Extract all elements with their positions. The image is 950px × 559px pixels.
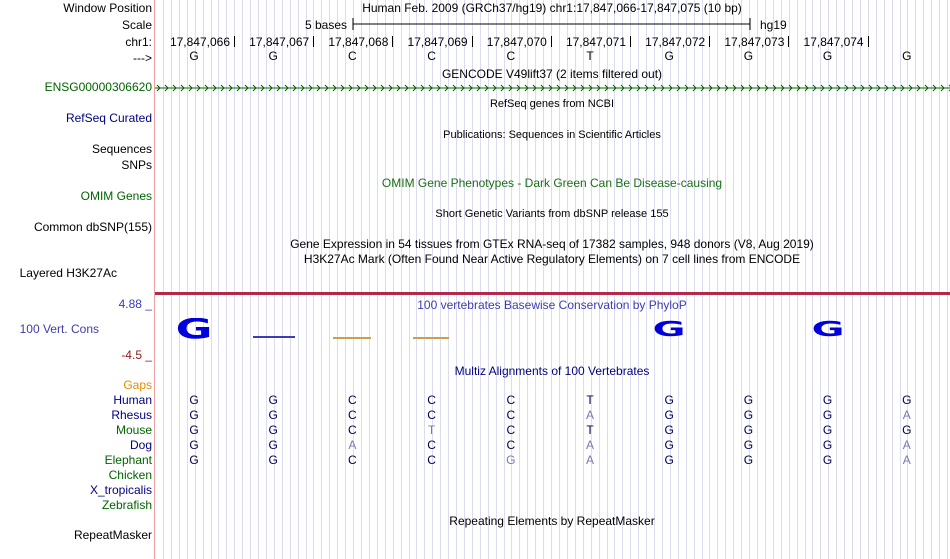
species-label-chicken: Chicken <box>108 468 152 482</box>
publications-track-title[interactable]: Publications: Sequences in Scientific Articles <box>443 129 661 141</box>
conservation-logo-letter: G <box>175 318 213 340</box>
ruler-base: C <box>348 49 357 63</box>
assembly-label: hg19 <box>760 18 787 32</box>
refseq-label[interactable]: RefSeq Curated <box>65 111 152 125</box>
species-label-dog: Dog <box>129 438 152 452</box>
h3k27ac-label[interactable]: Layered H3K27Ac <box>19 266 117 280</box>
alignment-base: G <box>743 408 754 422</box>
gene-model-line[interactable] <box>155 82 950 94</box>
coordinate-label: 17,847,070 <box>486 35 547 49</box>
alignment-base: G <box>268 423 278 437</box>
alignment-base: C <box>506 408 516 422</box>
ruler-base: G <box>743 49 754 63</box>
species-label-mouse: Mouse <box>115 423 152 437</box>
gene-id-label[interactable]: ENSG00000306620 <box>44 80 152 94</box>
refseq-track-title[interactable]: RefSeq genes from NCBI <box>489 98 615 110</box>
alignment-base: G <box>822 423 833 437</box>
alignment-base: C <box>348 393 357 407</box>
coordinate-tick <box>551 36 552 47</box>
dbsnp-label[interactable]: Common dbSNP(155) <box>33 220 152 234</box>
alignment-base: G <box>189 423 199 437</box>
multiz-track-title[interactable]: Multiz Alignments of 100 Vertebrates <box>454 364 650 378</box>
alignment-base: C <box>348 423 357 437</box>
track-separator <box>155 292 950 295</box>
alignment-base: A <box>902 453 911 467</box>
alignment-base: G <box>506 453 516 467</box>
coordinate-label: 17,847,067 <box>249 35 310 49</box>
alignment-base: G <box>902 393 912 407</box>
omim-track-title[interactable]: OMIM Gene Phenotypes - Dark Green Can Be Disease-causing <box>381 176 723 190</box>
coordinate-tick <box>313 36 314 47</box>
chrom-label: chr1: <box>125 35 152 49</box>
coordinate-tick <box>472 36 473 47</box>
alignment-base: A <box>902 408 911 422</box>
window-position-label: Window Position <box>63 1 152 15</box>
coordinate-tick <box>392 36 393 47</box>
alignment-base: T <box>586 423 594 437</box>
phylop-track-title[interactable]: 100 vertebrates Basewise Conservation by PhyloP <box>417 298 687 312</box>
strand-arrow-label: ---> <box>133 51 152 65</box>
alignment-base: A <box>902 438 911 452</box>
scale-label: Scale <box>121 18 152 32</box>
alignment-base: G <box>743 438 754 452</box>
repeatmasker-label[interactable]: RepeatMasker <box>73 528 152 542</box>
h3k27ac-track-title[interactable]: H3K27Ac Mark (Often Found Near Active Regulatory Elements) on 7 cell lines from ENCODE <box>303 252 801 266</box>
cons-scale-bottom: -4.5 _ <box>121 348 152 362</box>
alignment-base: C <box>506 393 516 407</box>
alignment-base: G <box>822 393 833 407</box>
omim-label[interactable]: OMIM Genes <box>80 189 152 203</box>
species-label-xtropicalis: X_tropicalis <box>89 483 152 497</box>
alignment-base: G <box>268 408 278 422</box>
alignment-base: G <box>189 393 199 407</box>
coordinate-tick <box>630 36 631 47</box>
snps-label[interactable]: SNPs <box>121 158 152 172</box>
alignment-base: T <box>586 393 594 407</box>
coordinate-label: 17,847,073 <box>724 35 785 49</box>
conservation-small-marks <box>155 330 950 344</box>
alignment-base: G <box>189 453 199 467</box>
track-image[interactable] <box>155 0 950 559</box>
conservation-logo-letter: G <box>811 318 844 340</box>
alignment-base: G <box>268 453 278 467</box>
alignment-base: A <box>585 408 594 422</box>
species-label-rhesus: Rhesus <box>111 408 152 422</box>
species-label-elephant: Elephant <box>104 453 152 467</box>
alignment-base: G <box>822 408 833 422</box>
alignment-base: C <box>427 393 436 407</box>
alignment-base: A <box>585 453 594 467</box>
species-label-zebrafish: Zebrafish <box>101 498 152 512</box>
alignment-base: A <box>348 438 357 452</box>
alignment-base: C <box>427 453 436 467</box>
species-label-human: Human <box>113 393 152 407</box>
alignment-base: G <box>664 438 674 452</box>
coordinate-tick <box>709 36 710 47</box>
alignment-base: G <box>664 408 674 422</box>
scale-bar <box>352 17 752 31</box>
alignment-base: G <box>664 393 674 407</box>
alignment-base: C <box>427 438 436 452</box>
alignment-base: G <box>902 423 912 437</box>
sequences-label[interactable]: Sequences <box>91 142 152 156</box>
alignment-base: C <box>427 408 436 422</box>
coordinate-tick <box>788 36 789 47</box>
coordinate-label: 17,847,074 <box>803 35 864 49</box>
ruler-base: C <box>427 49 436 63</box>
window-position-text: Human Feb. 2009 (GRCh37/hg19) chr1:17,847,066-17,847,075 (10 bp) <box>362 1 742 15</box>
alignment-base: A <box>585 438 594 452</box>
dbsnp-track-title[interactable]: Short Genetic Variants from dbSNP release 155 <box>435 208 669 220</box>
alignment-base: G <box>664 423 674 437</box>
alignment-base: C <box>348 453 357 467</box>
alignment-base: C <box>506 438 516 452</box>
ruler-base: G <box>189 49 199 63</box>
gaps-label: Gaps <box>123 378 152 392</box>
coordinate-label: 17,847,072 <box>645 35 706 49</box>
scale-bases-text: 5 bases <box>305 18 348 32</box>
ruler-base: G <box>664 49 674 63</box>
cons-scale-top: 4.88 _ <box>118 297 152 311</box>
coordinate-label: 17,847,068 <box>328 35 389 49</box>
coordinate-label: 17,847,071 <box>565 35 626 49</box>
alignment-base: G <box>268 438 278 452</box>
alignment-base: T <box>427 423 436 437</box>
ruler-base: G <box>268 49 278 63</box>
conservation-logo-letter: G <box>652 318 686 340</box>
cons-track-label[interactable]: 100 Vert. Cons <box>19 322 99 336</box>
alignment-base: C <box>348 408 357 422</box>
gtex-track-title[interactable]: Gene Expression in 54 tissues from GTEx RNA-seq of 17382 samples, 948 donors (V8, Aug 2019) <box>290 237 814 251</box>
alignment-base: C <box>506 423 516 437</box>
ruler-base: G <box>902 49 912 63</box>
alignment-base: G <box>268 393 278 407</box>
ruler-base: G <box>822 49 833 63</box>
alignment-base: G <box>743 393 754 407</box>
repeatmasker-track-title[interactable]: Repeating Elements by RepeatMasker <box>449 514 655 528</box>
alignment-base: G <box>743 423 754 437</box>
alignment-base: G <box>189 438 199 452</box>
alignment-base: G <box>822 453 833 467</box>
ruler-base: T <box>586 49 594 63</box>
alignment-base: G <box>822 438 833 452</box>
alignment-base: G <box>743 453 754 467</box>
track-label-column <box>0 0 154 559</box>
gencode-track-title[interactable]: GENCODE V49lift37 (2 items filtered out) <box>441 67 663 81</box>
coordinate-label: 17,847,066 <box>169 35 230 49</box>
ruler-base: C <box>506 49 516 63</box>
alignment-base: G <box>664 453 674 467</box>
coordinate-tick <box>234 36 235 47</box>
coordinate-tick <box>868 36 869 47</box>
coordinate-label: 17,847,069 <box>407 35 468 49</box>
alignment-base: G <box>189 408 199 422</box>
